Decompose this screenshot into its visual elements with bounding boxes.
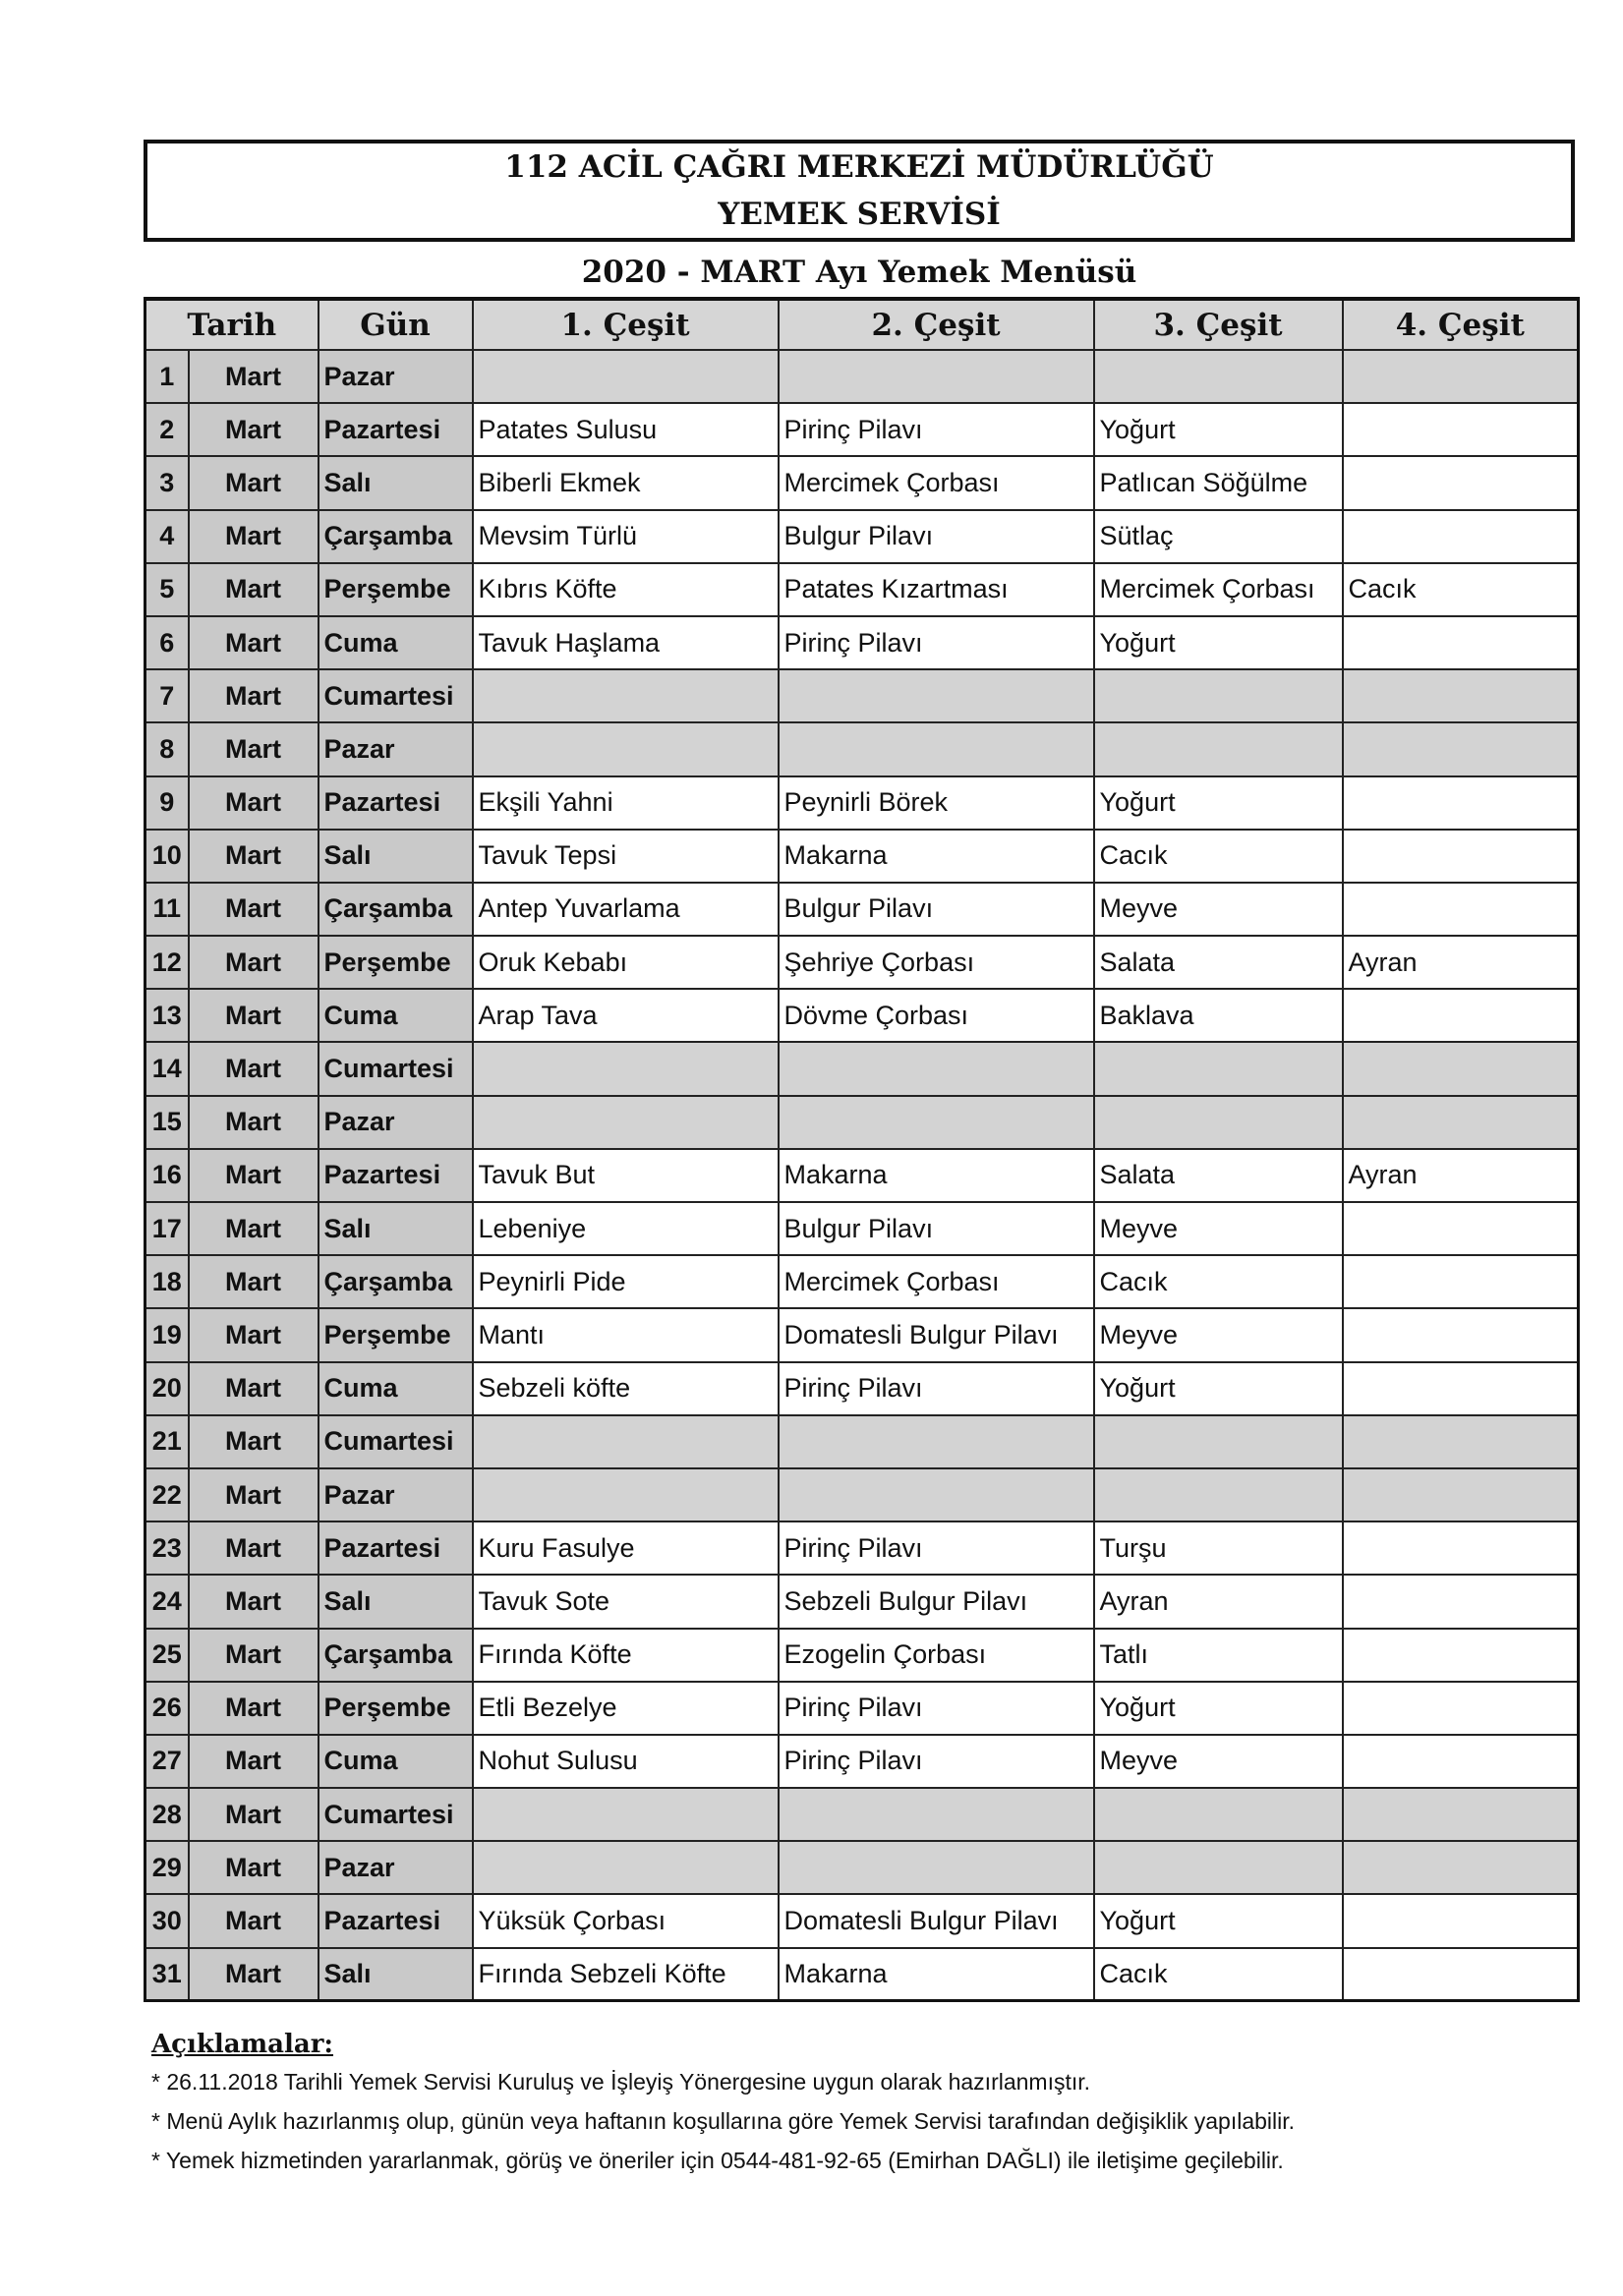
dish-cell-1: Patates Sulusu — [473, 403, 779, 456]
dish-cell-1 — [473, 350, 779, 403]
dish-cell-3 — [1094, 722, 1343, 775]
weekday-cell: Cuma — [319, 1362, 473, 1415]
dish-cell-3: Yoğurt — [1094, 776, 1343, 830]
weekday-cell: Çarşamba — [319, 883, 473, 936]
column-header: 1. Çeşit — [473, 299, 779, 350]
dish-cell-3 — [1094, 1096, 1343, 1149]
dish-cell-4 — [1343, 989, 1579, 1042]
dish-cell-2: Mercimek Çorbası — [779, 1255, 1094, 1308]
dish-cell-2 — [779, 1042, 1094, 1095]
dish-cell-3: Salata — [1094, 1149, 1343, 1202]
table-row — [145, 936, 1579, 989]
day-cell: 7 — [145, 669, 189, 722]
dish-cell-4: Cacık — [1343, 563, 1579, 616]
dish-cell-2: Pirinç Pilavı — [779, 403, 1094, 456]
dish-cell-3: Salata — [1094, 936, 1343, 989]
column-header: Gün — [319, 299, 473, 350]
day-cell: 15 — [145, 1096, 189, 1149]
table-row — [145, 616, 1579, 669]
dish-cell-1 — [473, 1096, 779, 1149]
weekday-cell: Salı — [319, 1948, 473, 2001]
weekday-cell: Cuma — [319, 616, 473, 669]
dish-cell-1 — [473, 669, 779, 722]
table-row — [145, 1735, 1579, 1788]
day-cell: 3 — [145, 456, 189, 509]
dish-cell-1: Fırında Köfte — [473, 1629, 779, 1682]
table-row — [145, 1415, 1579, 1468]
dish-cell-3: Cacık — [1094, 1255, 1343, 1308]
dish-cell-1: Arap Tava — [473, 989, 779, 1042]
dish-cell-4 — [1343, 1255, 1579, 1308]
table-row — [145, 510, 1579, 563]
month-cell: Mart — [189, 1841, 319, 1894]
dish-cell-1: Tavuk Sote — [473, 1575, 779, 1628]
month-cell: Mart — [189, 1415, 319, 1468]
dish-cell-3: Cacık — [1094, 830, 1343, 883]
dish-cell-2: Şehriye Çorbası — [779, 936, 1094, 989]
dish-cell-4 — [1343, 776, 1579, 830]
dish-cell-1 — [473, 1841, 779, 1894]
table-row — [145, 1042, 1579, 1095]
month-cell: Mart — [189, 1735, 319, 1788]
month-cell: Mart — [189, 722, 319, 775]
dish-cell-2: Makarna — [779, 830, 1094, 883]
table-row — [145, 1521, 1579, 1575]
dish-cell-4 — [1343, 616, 1579, 669]
day-cell: 14 — [145, 1042, 189, 1095]
day-cell: 24 — [145, 1575, 189, 1628]
month-cell: Mart — [189, 1948, 319, 2001]
weekday-cell: Perşembe — [319, 1682, 473, 1735]
dish-cell-2: Mercimek Çorbası — [779, 456, 1094, 509]
dish-cell-3: Meyve — [1094, 883, 1343, 936]
month-cell: Mart — [189, 830, 319, 883]
month-cell: Mart — [189, 989, 319, 1042]
dish-cell-3: Yoğurt — [1094, 1362, 1343, 1415]
column-header: 3. Çeşit — [1094, 299, 1343, 350]
table-row — [145, 989, 1579, 1042]
dish-cell-4 — [1343, 830, 1579, 883]
dish-cell-2 — [779, 1788, 1094, 1841]
header-box — [144, 140, 1575, 242]
dish-cell-3: Yoğurt — [1094, 1894, 1343, 1947]
weekday-cell: Pazar — [319, 350, 473, 403]
column-header: 4. Çeşit — [1343, 299, 1579, 350]
day-cell: 23 — [145, 1521, 189, 1575]
month-cell: Mart — [189, 1788, 319, 1841]
weekday-cell: Cuma — [319, 1735, 473, 1788]
day-cell: 26 — [145, 1682, 189, 1735]
dish-cell-2 — [779, 1468, 1094, 1521]
dish-cell-4 — [1343, 1948, 1579, 2001]
dish-cell-3 — [1094, 1788, 1343, 1841]
dish-cell-4 — [1343, 1629, 1579, 1682]
dish-cell-1 — [473, 1042, 779, 1095]
dish-cell-1: Mantı — [473, 1308, 779, 1361]
dish-cell-2: Pirinç Pilavı — [779, 1362, 1094, 1415]
dish-cell-4 — [1343, 1096, 1579, 1149]
dish-cell-1: Mevsim Türlü — [473, 510, 779, 563]
month-cell: Mart — [189, 1202, 319, 1255]
dish-cell-1: Antep Yuvarlama — [473, 883, 779, 936]
dish-cell-3: Cacık — [1094, 1948, 1343, 2001]
notes-section — [147, 2027, 1524, 2180]
month-cell: Mart — [189, 1362, 319, 1415]
month-cell: Mart — [189, 1521, 319, 1575]
dish-cell-3 — [1094, 1841, 1343, 1894]
dish-cell-2 — [779, 722, 1094, 775]
month-cell: Mart — [189, 883, 319, 936]
weekday-cell: Pazar — [319, 1841, 473, 1894]
day-cell: 19 — [145, 1308, 189, 1361]
weekday-cell: Salı — [319, 456, 473, 509]
dish-cell-1: Tavuk But — [473, 1149, 779, 1202]
dish-cell-4 — [1343, 1894, 1579, 1947]
notes-title: Açıklamalar: — [151, 2030, 333, 2059]
dish-cell-1: Kuru Fasulye — [473, 1521, 779, 1575]
table-row — [145, 1202, 1579, 1255]
menu-table — [144, 297, 1580, 2002]
dish-cell-4: Ayran — [1343, 936, 1579, 989]
dish-cell-1: Peynirli Pide — [473, 1255, 779, 1308]
month-cell: Mart — [189, 1894, 319, 1947]
weekday-cell: Çarşamba — [319, 510, 473, 563]
table-row — [145, 1894, 1579, 1947]
day-cell: 17 — [145, 1202, 189, 1255]
day-cell: 30 — [145, 1894, 189, 1947]
month-cell: Mart — [189, 616, 319, 669]
table-row — [145, 883, 1579, 936]
weekday-cell: Perşembe — [319, 1308, 473, 1361]
dish-cell-1: Tavuk Tepsi — [473, 830, 779, 883]
month-cell: Mart — [189, 1042, 319, 1095]
table-row — [145, 350, 1579, 403]
day-cell: 29 — [145, 1841, 189, 1894]
weekday-cell: Salı — [319, 1202, 473, 1255]
month-cell: Mart — [189, 1468, 319, 1521]
dish-cell-4 — [1343, 1735, 1579, 1788]
dish-cell-4 — [1343, 1841, 1579, 1894]
table-row — [145, 1149, 1579, 1202]
table-row — [145, 830, 1579, 883]
column-header: Tarih — [145, 299, 319, 350]
table-row — [145, 1788, 1579, 1841]
dish-cell-1 — [473, 1415, 779, 1468]
dish-cell-2: Ezogelin Çorbası — [779, 1629, 1094, 1682]
note-item: * 26.11.2018 Tarihli Yemek Servisi Kuruluş ve İşleyiş Yönergesine uygun olarak hazırlanmıştır. — [151, 2069, 1091, 2095]
month-cell: Mart — [189, 350, 319, 403]
day-cell: 8 — [145, 722, 189, 775]
dish-cell-4 — [1343, 456, 1579, 509]
day-cell: 5 — [145, 563, 189, 616]
dish-cell-2: Bulgur Pilavı — [779, 510, 1094, 563]
dish-cell-3 — [1094, 350, 1343, 403]
dish-cell-3: Yoğurt — [1094, 403, 1343, 456]
weekday-cell: Çarşamba — [319, 1255, 473, 1308]
day-cell: 9 — [145, 776, 189, 830]
dish-cell-2: Pirinç Pilavı — [779, 1682, 1094, 1735]
month-cell: Mart — [189, 403, 319, 456]
dish-cell-2 — [779, 1841, 1094, 1894]
dish-cell-2: Dövme Çorbası — [779, 989, 1094, 1042]
dish-cell-3: Turşu — [1094, 1521, 1343, 1575]
day-cell: 22 — [145, 1468, 189, 1521]
dish-cell-2: Peynirli Börek — [779, 776, 1094, 830]
table-row — [145, 722, 1579, 775]
day-cell: 12 — [145, 936, 189, 989]
weekday-cell: Cumartesi — [319, 1415, 473, 1468]
weekday-cell: Salı — [319, 830, 473, 883]
dish-cell-1: Etli Bezelye — [473, 1682, 779, 1735]
dish-cell-2: Patates Kızartması — [779, 563, 1094, 616]
dish-cell-4 — [1343, 883, 1579, 936]
dish-cell-1: Yüksük Çorbası — [473, 1894, 779, 1947]
dish-cell-2: Domatesli Bulgur Pilavı — [779, 1894, 1094, 1947]
month-cell: Mart — [189, 1308, 319, 1361]
dish-cell-3: Yoğurt — [1094, 616, 1343, 669]
month-cell: Mart — [189, 669, 319, 722]
dish-cell-3: Sütlaç — [1094, 510, 1343, 563]
dish-cell-4 — [1343, 722, 1579, 775]
month-cell: Mart — [189, 1682, 319, 1735]
dish-cell-2 — [779, 350, 1094, 403]
service-title: YEMEK SERVİSİ — [718, 197, 1001, 232]
weekday-cell: Pazartesi — [319, 1894, 473, 1947]
dish-cell-4 — [1343, 1468, 1579, 1521]
month-cell: Mart — [189, 563, 319, 616]
dish-cell-4 — [1343, 1521, 1579, 1575]
dish-cell-1 — [473, 1468, 779, 1521]
dish-cell-3: Meyve — [1094, 1308, 1343, 1361]
dish-cell-4 — [1343, 350, 1579, 403]
dish-cell-2: Makarna — [779, 1948, 1094, 2001]
dish-cell-1: Tavuk Haşlama — [473, 616, 779, 669]
day-cell: 6 — [145, 616, 189, 669]
weekday-cell: Cumartesi — [319, 1042, 473, 1095]
table-row — [145, 456, 1579, 509]
weekday-cell: Pazartesi — [319, 1149, 473, 1202]
dish-cell-3 — [1094, 1415, 1343, 1468]
day-cell: 4 — [145, 510, 189, 563]
weekday-cell: Salı — [319, 1575, 473, 1628]
weekday-cell: Perşembe — [319, 936, 473, 989]
day-cell: 11 — [145, 883, 189, 936]
day-cell: 20 — [145, 1362, 189, 1415]
dish-cell-1: Fırında Sebzeli Köfte — [473, 1948, 779, 2001]
table-row — [145, 1096, 1579, 1149]
dish-cell-3: Mercimek Çorbası — [1094, 563, 1343, 616]
table-row — [145, 1575, 1579, 1628]
day-cell: 31 — [145, 1948, 189, 2001]
day-cell: 25 — [145, 1629, 189, 1682]
dish-cell-4 — [1343, 1362, 1579, 1415]
dish-cell-2: Bulgur Pilavı — [779, 883, 1094, 936]
dish-cell-2 — [779, 1096, 1094, 1149]
dish-cell-1: Sebzeli köfte — [473, 1362, 779, 1415]
table-row — [145, 1682, 1579, 1735]
table-row — [145, 1255, 1579, 1308]
dish-cell-2: Bulgur Pilavı — [779, 1202, 1094, 1255]
table-header-row — [145, 299, 1579, 350]
note-item: * Menü Aylık hazırlanmış olup, günün veya haftanın koşullarına göre Yemek Servisi tarafından değişiklik yapılabilir. — [151, 2108, 1296, 2134]
dish-cell-1: Kıbrıs Köfte — [473, 563, 779, 616]
table-row — [145, 1629, 1579, 1682]
month-cell: Mart — [189, 1096, 319, 1149]
day-cell: 18 — [145, 1255, 189, 1308]
table-row — [145, 1308, 1579, 1361]
dish-cell-2: Makarna — [779, 1149, 1094, 1202]
day-cell: 1 — [145, 350, 189, 403]
weekday-cell: Perşembe — [319, 563, 473, 616]
dish-cell-2: Pirinç Pilavı — [779, 1735, 1094, 1788]
weekday-cell: Pazartesi — [319, 1521, 473, 1575]
dish-cell-2: Pirinç Pilavı — [779, 616, 1094, 669]
table-row — [145, 403, 1579, 456]
dish-cell-2: Pirinç Pilavı — [779, 1521, 1094, 1575]
dish-cell-4 — [1343, 669, 1579, 722]
note-item: * Yemek hizmetinden yararlanmak, görüş ve öneriler için 0544-481-92-65 (Emirhan DAĞLI) ile iletişime geçilebilir. — [151, 2148, 1284, 2173]
weekday-cell: Cuma — [319, 989, 473, 1042]
dish-cell-2: Sebzeli Bulgur Pilavı — [779, 1575, 1094, 1628]
dish-cell-4 — [1343, 1308, 1579, 1361]
table-row — [145, 563, 1579, 616]
dish-cell-2: Domatesli Bulgur Pilavı — [779, 1308, 1094, 1361]
dish-cell-2 — [779, 669, 1094, 722]
dish-cell-1: Lebeniye — [473, 1202, 779, 1255]
dish-cell-1: Ekşili Yahni — [473, 776, 779, 830]
day-cell: 13 — [145, 989, 189, 1042]
day-cell: 16 — [145, 1149, 189, 1202]
table-row — [145, 1841, 1579, 1894]
dish-cell-1 — [473, 1788, 779, 1841]
dish-cell-1: Biberli Ekmek — [473, 456, 779, 509]
table-row — [145, 776, 1579, 830]
dish-cell-3: Tatlı — [1094, 1629, 1343, 1682]
menu-subtitle: 2020 - MART Ayı Yemek Menüsü — [581, 255, 1137, 290]
day-cell: 21 — [145, 1415, 189, 1468]
weekday-cell: Cumartesi — [319, 1788, 473, 1841]
month-cell: Mart — [189, 936, 319, 989]
day-cell: 2 — [145, 403, 189, 456]
dish-cell-4 — [1343, 403, 1579, 456]
month-cell: Mart — [189, 1629, 319, 1682]
dish-cell-4 — [1343, 1042, 1579, 1095]
dish-cell-3 — [1094, 1042, 1343, 1095]
weekday-cell: Pazar — [319, 1096, 473, 1149]
table-row — [145, 1948, 1579, 2001]
day-cell: 27 — [145, 1735, 189, 1788]
table-row — [145, 669, 1579, 722]
dish-cell-3 — [1094, 669, 1343, 722]
month-cell: Mart — [189, 776, 319, 830]
table-row — [145, 1468, 1579, 1521]
weekday-cell: Pazartesi — [319, 403, 473, 456]
month-cell: Mart — [189, 510, 319, 563]
day-cell: 28 — [145, 1788, 189, 1841]
dish-cell-4 — [1343, 1575, 1579, 1628]
dish-cell-3 — [1094, 1468, 1343, 1521]
dish-cell-4 — [1343, 1202, 1579, 1255]
month-cell: Mart — [189, 456, 319, 509]
dish-cell-1 — [473, 722, 779, 775]
dish-cell-3: Ayran — [1094, 1575, 1343, 1628]
dish-cell-1: Oruk Kebabı — [473, 936, 779, 989]
dish-cell-2 — [779, 1415, 1094, 1468]
day-cell: 10 — [145, 830, 189, 883]
weekday-cell: Pazartesi — [319, 776, 473, 830]
weekday-cell: Pazar — [319, 1468, 473, 1521]
dish-cell-4 — [1343, 1788, 1579, 1841]
weekday-cell: Cumartesi — [319, 669, 473, 722]
month-cell: Mart — [189, 1149, 319, 1202]
dish-cell-3: Meyve — [1094, 1202, 1343, 1255]
month-cell: Mart — [189, 1255, 319, 1308]
dish-cell-3: Patlıcan Söğülme — [1094, 456, 1343, 509]
dish-cell-4 — [1343, 510, 1579, 563]
column-header: 2. Çeşit — [779, 299, 1094, 350]
dish-cell-4: Ayran — [1343, 1149, 1579, 1202]
weekday-cell: Pazar — [319, 722, 473, 775]
menu-table-body — [145, 350, 1579, 2001]
month-cell: Mart — [189, 1575, 319, 1628]
table-row — [145, 1362, 1579, 1415]
dish-cell-3: Baklava — [1094, 989, 1343, 1042]
weekday-cell: Çarşamba — [319, 1629, 473, 1682]
dish-cell-3: Meyve — [1094, 1735, 1343, 1788]
dish-cell-4 — [1343, 1682, 1579, 1735]
institution-title: 112 ACİL ÇAĞRI MERKEZİ MÜDÜRLÜĞÜ — [504, 149, 1214, 185]
dish-cell-4 — [1343, 1415, 1579, 1468]
dish-cell-1: Nohut Sulusu — [473, 1735, 779, 1788]
dish-cell-3: Yoğurt — [1094, 1682, 1343, 1735]
